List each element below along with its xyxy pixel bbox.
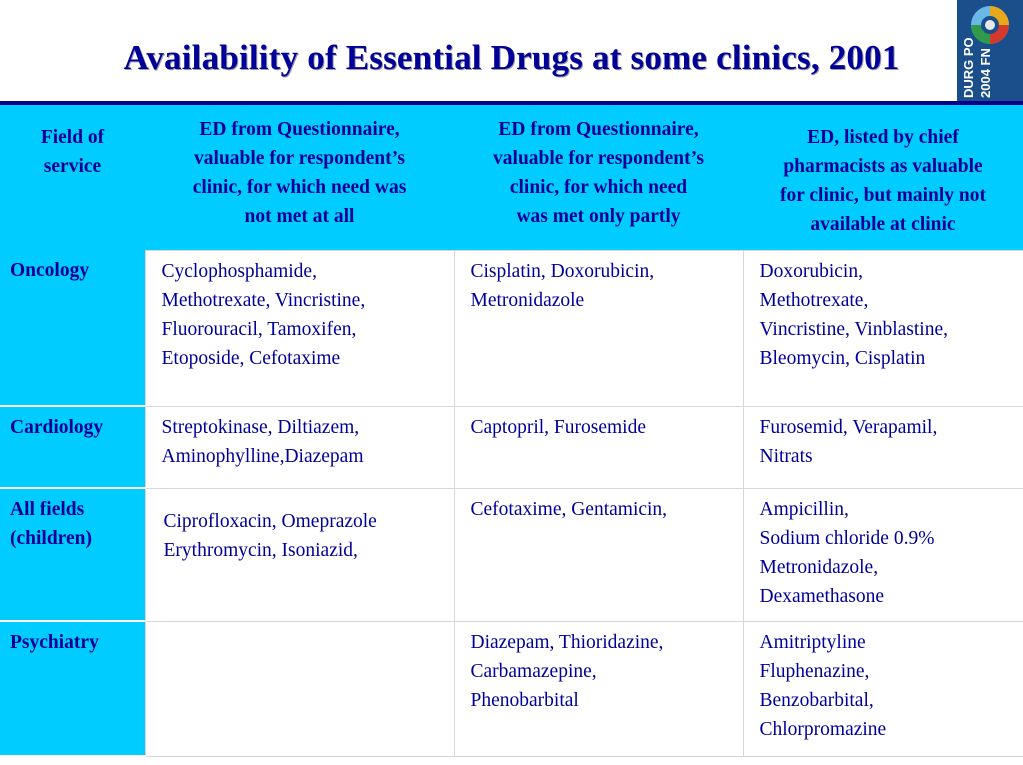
drug-line: Ciprofloxacin, Omeprazole xyxy=(163,510,377,532)
field-label: Oncology xyxy=(10,260,90,281)
drug-line: Streptokinase, Diltiazem, xyxy=(161,416,360,438)
drug-line: Dexamethasone xyxy=(759,585,885,607)
header-need-partly-met xyxy=(454,105,743,250)
drug-line: Metronidazole xyxy=(470,289,585,311)
drug-line: Cefotaxime, Gentamicin, xyxy=(470,498,668,520)
drug-line: Phenobarbital xyxy=(470,689,579,711)
header-line: service xyxy=(43,156,102,177)
header-line: not met at all xyxy=(244,206,355,227)
header-line: ED, listed by chief xyxy=(807,127,959,148)
field-cell xyxy=(0,250,145,406)
partly-met-cell xyxy=(454,406,743,488)
header-line: for clinic, but mainly not xyxy=(779,185,987,206)
drug-line: Doxorubicin, xyxy=(759,260,863,282)
header-line: was met only partly xyxy=(516,206,681,227)
drug-line: Captopril, Furosemide xyxy=(470,416,646,438)
not-available-cell xyxy=(743,621,1023,756)
header-line: ED from Questionnaire, xyxy=(199,119,400,140)
drug-line: Sodium chloride 0.9% xyxy=(759,527,935,549)
table-row-oncology xyxy=(0,250,1023,406)
field-cell xyxy=(0,406,145,488)
durg-logo-graphic xyxy=(957,0,1023,101)
table-row-all-fields-children xyxy=(0,488,1023,621)
not-available-cell xyxy=(743,406,1023,488)
drug-line: Aminophylline,Diazepam xyxy=(161,445,364,467)
not-met-cell xyxy=(145,406,454,488)
drug-line: Amitriptyline xyxy=(759,631,866,653)
header-line: Field of xyxy=(40,127,105,148)
drug-line: Etoposide, Cefotaxime xyxy=(161,347,341,369)
header-field-of-service xyxy=(0,105,145,250)
header-need-not-met xyxy=(145,105,454,250)
durg-logo xyxy=(957,0,1023,101)
partly-met-cell xyxy=(454,621,743,756)
drug-line: Benzobarbital, xyxy=(759,689,874,711)
drug-line: Fluorouracil, Tamoxifen, xyxy=(161,318,357,340)
partly-met-cell xyxy=(454,250,743,406)
not-available-cell xyxy=(743,488,1023,621)
drug-line: Metronidazole, xyxy=(759,556,879,578)
not-available-cell xyxy=(743,250,1023,406)
field-cell xyxy=(0,488,145,621)
table-row-psychiatry xyxy=(0,621,1023,756)
table-header-row xyxy=(0,105,1023,250)
not-met-cell xyxy=(145,250,454,406)
not-met-cell xyxy=(145,488,454,621)
drug-line: Furosemid, Verapamil, xyxy=(759,416,938,438)
header-line: pharmacists as valuable xyxy=(783,156,983,177)
drug-availability-table xyxy=(0,105,1023,757)
drug-line: Ampicillin, xyxy=(759,498,849,520)
drug-line: Methotrexate, Vincristine, xyxy=(161,289,366,311)
field-label: All fields xyxy=(10,499,85,520)
drug-line: Carbamazepine, xyxy=(470,660,597,682)
drug-line: Chlorpromazine xyxy=(759,718,887,740)
drug-line: Erythromycin, Isoniazid, xyxy=(163,539,358,561)
header-line: clinic, for which need xyxy=(509,177,688,198)
header-line: clinic, for which need was xyxy=(192,177,407,198)
logo-line-1: DURG PO xyxy=(961,37,976,98)
drug-line: Vincristine, Vinblastine, xyxy=(759,318,948,340)
header-line: ED from Questionnaire, xyxy=(498,119,699,140)
slide-title: Availability of Essential Drugs at some clinics, 2001 xyxy=(123,38,900,77)
drug-line: Fluphenazine, xyxy=(759,660,870,682)
drug-line: Bleomycin, Cisplatin xyxy=(759,347,926,369)
drug-line: Diazepam, Thioridazine, xyxy=(470,631,664,653)
field-cell xyxy=(0,621,145,756)
drug-line: Cyclophosphamide, xyxy=(161,260,317,282)
header-line: valuable for respondent’s xyxy=(493,148,704,169)
drug-line: Nitrats xyxy=(759,445,813,467)
header-line: valuable for respondent’s xyxy=(194,148,405,169)
partly-met-cell xyxy=(454,488,743,621)
drug-line: Cisplatin, Doxorubicin, xyxy=(470,260,655,282)
field-label: (children) xyxy=(10,528,92,549)
drug-line: Methotrexate, xyxy=(759,289,869,311)
field-label: Cardiology xyxy=(10,417,104,438)
field-label: Psychiatry xyxy=(10,632,99,653)
not-met-cell xyxy=(145,621,454,756)
header-not-available xyxy=(743,105,1023,250)
logo-line-2: 2004 FN xyxy=(978,48,993,98)
header-line: available at clinic xyxy=(810,214,956,235)
table-row-cardiology xyxy=(0,406,1023,488)
